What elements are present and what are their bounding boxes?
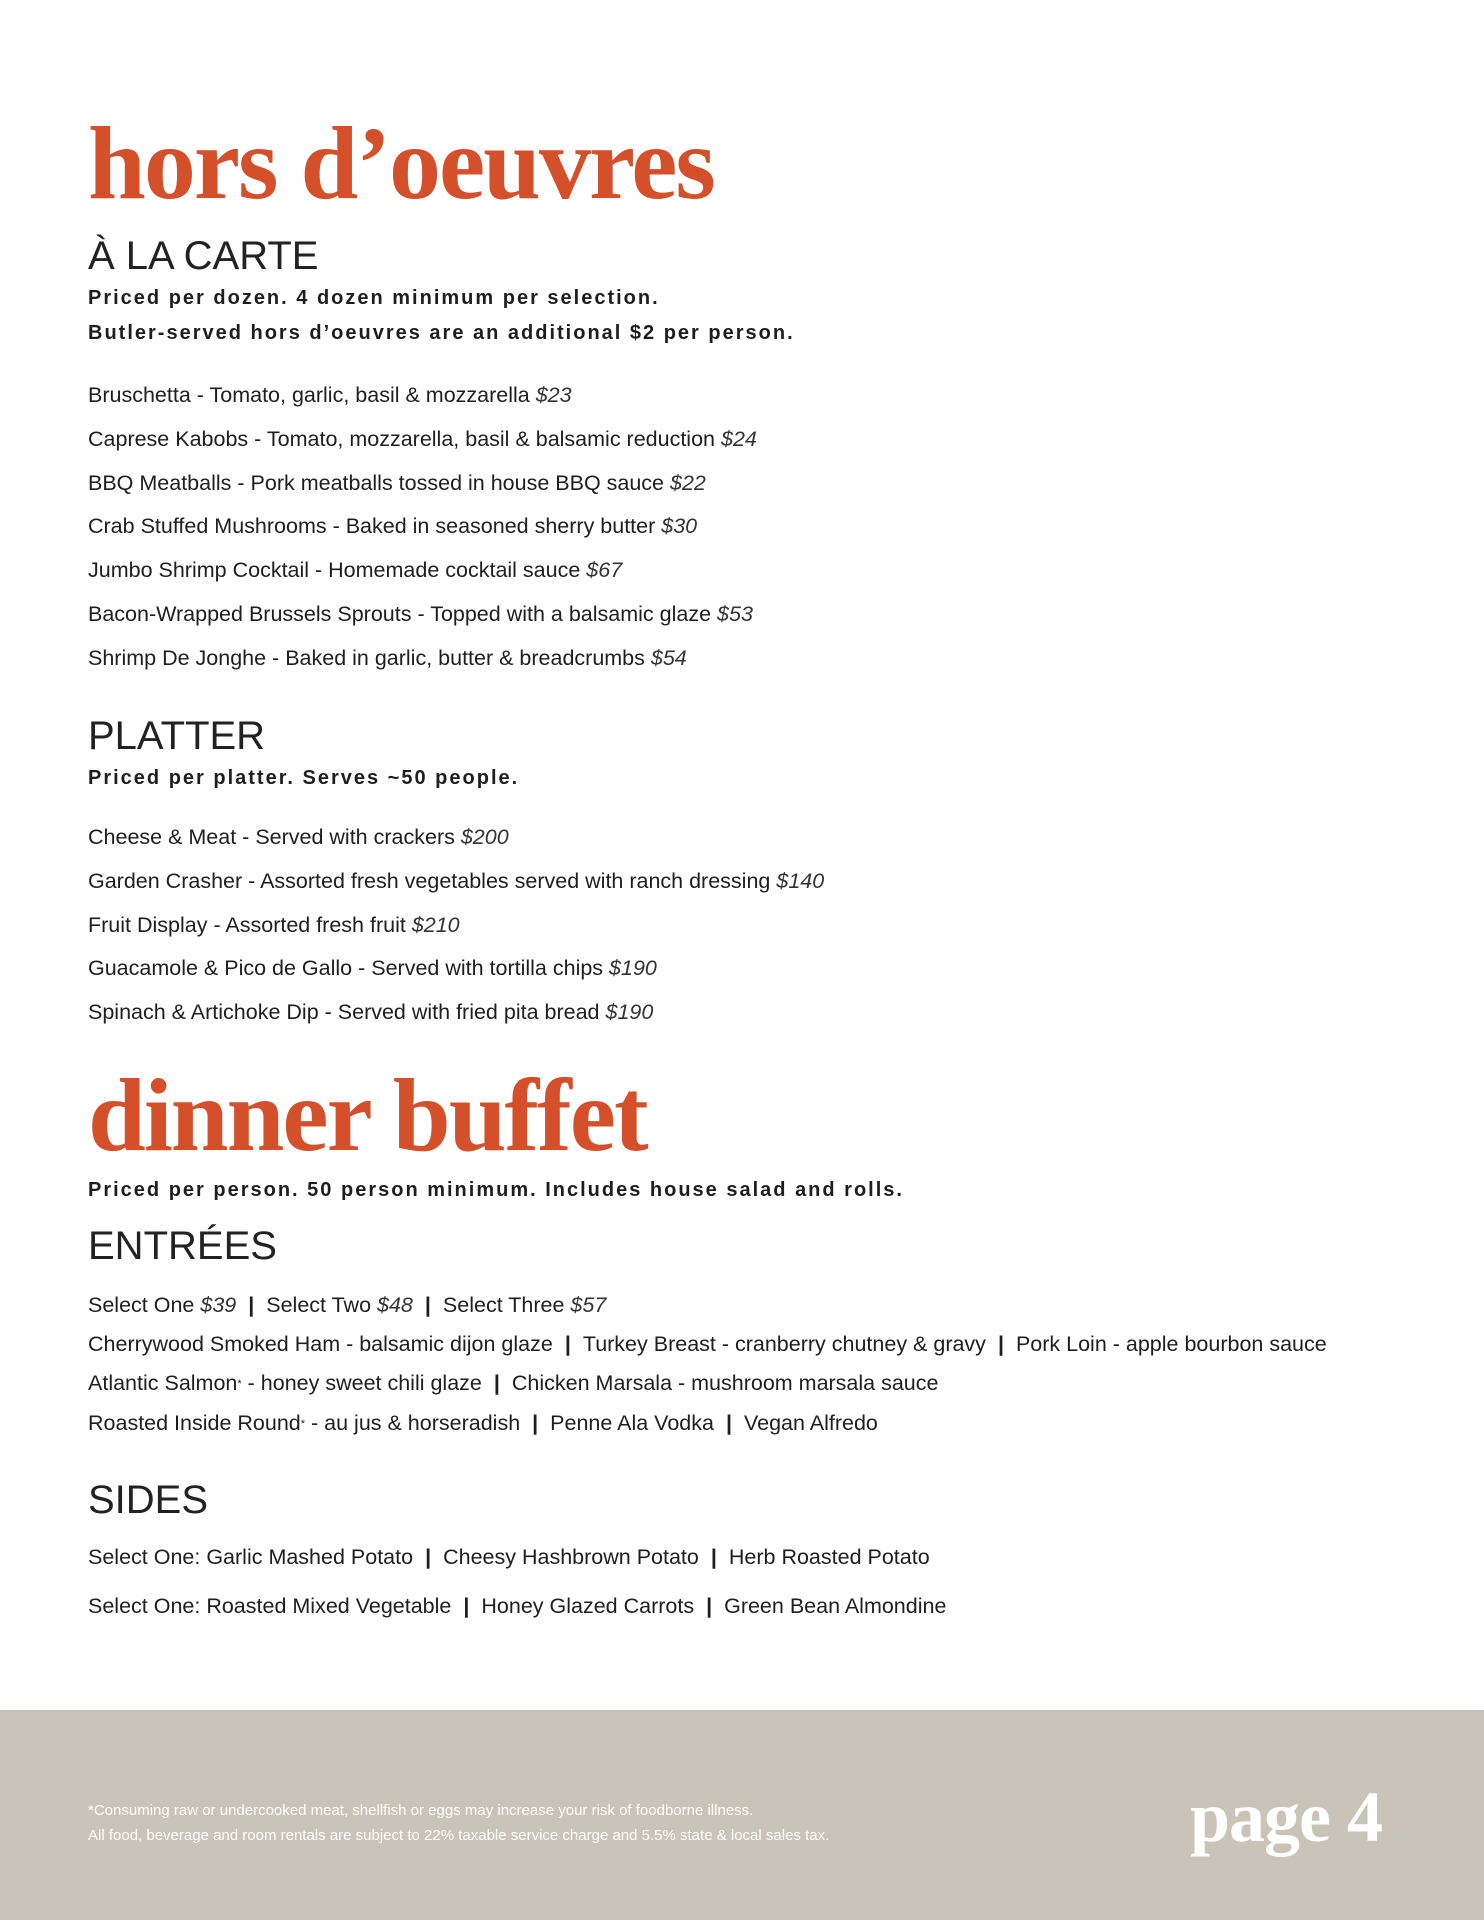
menu-item: Shrimp De Jonghe - Baked in garlic, butter & breadcrumbs $54 [88, 645, 687, 670]
dinner-buffet-title: dinner buffet [88, 1058, 647, 1173]
item-desc: Assorted fresh fruit [225, 912, 406, 937]
page-number: page 4 [1190, 1777, 1382, 1857]
entree-pricing: Select One $39 | Select Two $48 | Select Three $57 [88, 1293, 607, 1317]
item-price: $190 [605, 1000, 654, 1025]
sides-heading: SIDES [88, 1478, 209, 1522]
sides-row: Select One: Garlic Mashed Potato | Cheesy Hashbrown Potato | Herb Roasted Potato [88, 1545, 930, 1569]
item-name: Cheese & Meat [88, 825, 237, 849]
menu-item: Fruit Display - Assorted fresh fruit $210 [88, 912, 460, 937]
platter-heading: PLATTER [88, 714, 266, 758]
a-la-carte-heading: À LA CARTE [88, 234, 319, 278]
platter-list [88, 816, 824, 1035]
item-desc: Served with fried pita bread [337, 1000, 600, 1025]
a-la-carte-notes [88, 281, 795, 351]
menu-item: Cheese & Meat - Served with crackers $200 [88, 825, 509, 849]
item-price: $22 [670, 470, 706, 495]
item-name: Guacamole & Pico de Gallo [88, 956, 353, 981]
menu-item: Garden Crasher - Assorted fresh vegetables served with ranch dressing $140 [88, 868, 825, 893]
note: Priced per dozen. 4 dozen minimum per selection. [88, 287, 660, 309]
item-price: $54 [650, 645, 687, 670]
footer [0, 1710, 1484, 1920]
item-desc: Topped with a balsamic glaze [430, 601, 712, 626]
item-price: $24 [720, 426, 757, 451]
item-price: $200 [460, 825, 509, 849]
sides-list [88, 1533, 946, 1631]
item-name: Jumbo Shrimp Cocktail [88, 558, 310, 583]
item-name: Fruit Display [88, 912, 208, 937]
item-name: Crab Stuffed Mushrooms [88, 514, 327, 539]
item-name: Shrimp De Jonghe [88, 645, 267, 670]
item-desc: Homemade cocktail sauce [328, 558, 581, 583]
menu-item: Guacamole & Pico de Gallo - Served with tortilla chips $190 [88, 956, 657, 981]
menu-item: Bruschetta - Tomato, garlic, basil & mozzarella $23 [88, 383, 572, 407]
item-price: $67 [586, 558, 623, 583]
item-price: $30 [661, 514, 698, 539]
item-price: $53 [717, 601, 753, 626]
item-price: $23 [535, 383, 572, 407]
item-desc: Served with tortilla chips [371, 956, 604, 981]
item-price: $140 [776, 868, 825, 893]
item-name: Bacon-Wrapped Brussels Sprouts [88, 601, 412, 626]
item-name: Caprese Kabobs [88, 426, 249, 451]
item-desc: Tomato, garlic, basil & mozzarella [209, 383, 530, 407]
item-name: Bruschetta [88, 383, 191, 407]
menu-item: Caprese Kabobs - Tomato, mozzarella, basil & balsamic reduction $24 [88, 426, 757, 451]
sides-row: Select One: Roasted Mixed Vegetable | Honey Glazed Carrots | Green Bean Almondine [88, 1594, 947, 1618]
item-desc: Assorted fresh vegetables served with ranch dressing [260, 868, 771, 893]
hors-doeuvres-title: hors d’oeuvres [88, 106, 714, 221]
entree-row: Cherrywood Smoked Ham - balsamic dijon glaze | Turkey Breast - cranberry chutney & gravy | Pork Loin - apple bourbon sauce [88, 1332, 1327, 1356]
menu-item: Crab Stuffed Mushrooms - Baked in seasoned sherry butter $30 [88, 514, 698, 539]
entrees-heading: ENTRÉES [88, 1224, 277, 1268]
item-desc: Served with crackers [255, 825, 455, 849]
platter-note: Priced per platter. Serves ~50 people. [88, 767, 520, 789]
menu-item: Spinach & Artichoke Dip - Served with fried pita bread $190 [88, 1000, 654, 1025]
entree-row: Roasted Inside Round* - au jus & horseradish | Penne Ala Vodka | Vegan Alfredo [88, 1410, 878, 1435]
buffet-note: Priced per person. 50 person minimum. Includes house salad and rolls. [88, 1179, 904, 1201]
item-desc: Baked in seasoned sherry butter [345, 514, 656, 539]
entree-row: Atlantic Salmon* - honey sweet chili glaze | Chicken Marsala - mushroom marsala sauce [88, 1371, 939, 1395]
entrees-list [88, 1286, 1327, 1444]
menu-item: Jumbo Shrimp Cocktail - Homemade cocktail sauce $67 [88, 558, 623, 583]
item-price: $190 [609, 956, 657, 981]
item-name: Garden Crasher [88, 868, 243, 893]
menu-item: Bacon-Wrapped Brussels Sprouts - Topped with a balsamic glaze $53 [88, 601, 753, 626]
item-desc: Tomato, mozzarella, basil & balsamic reduction [266, 426, 715, 451]
menu-item: BBQ Meatballs - Pork meatballs tossed in house BBQ sauce $22 [88, 470, 706, 495]
item-price: $210 [411, 912, 460, 937]
item-name: BBQ Meatballs [88, 470, 232, 495]
footer-disclaimer: *Consuming raw or undercooked meat, shellfish or eggs may increase your risk of foodborne illness. All food, beverage and room rentals are subject to 22% taxable service charge and 5.5% state & local sales tax. [88, 1802, 830, 1844]
item-desc: Baked in garlic, butter & breadcrumbs [285, 645, 645, 670]
a-la-carte-list [88, 374, 757, 681]
item-name: Spinach & Artichoke Dip [88, 1000, 319, 1025]
item-desc: Pork meatballs tossed in house BBQ sauce [250, 470, 665, 495]
note: Butler-served hors d’oeuvres are an additional $2 per person. [88, 322, 795, 344]
